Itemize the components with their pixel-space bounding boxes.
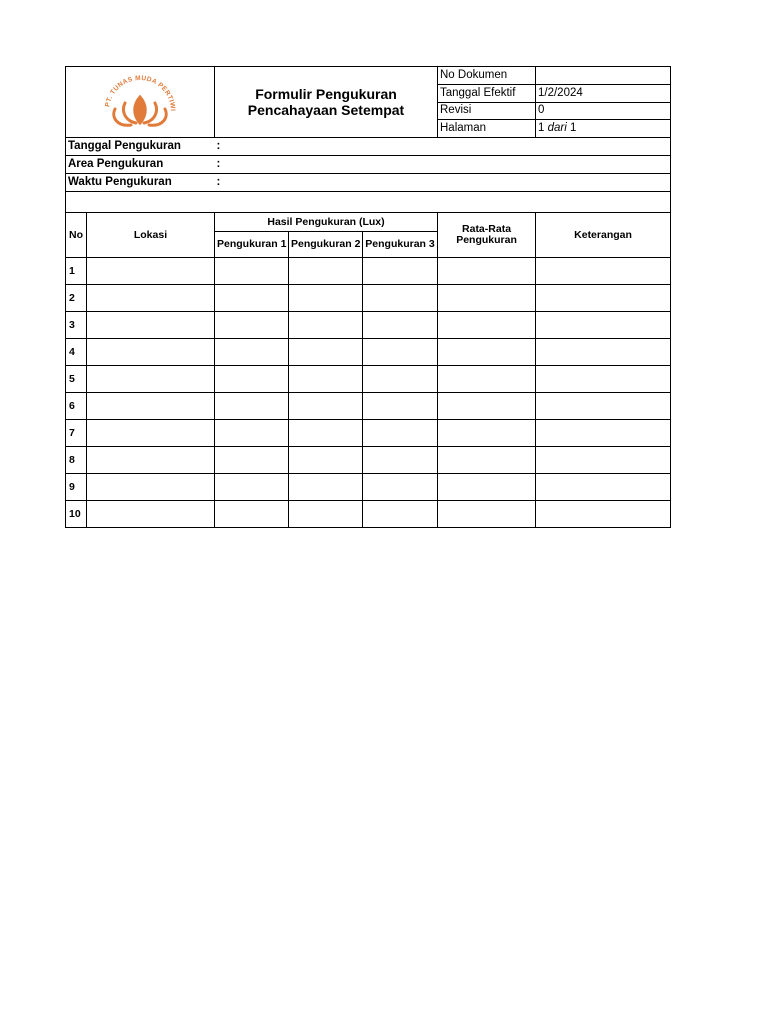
row-number: 3 <box>66 312 87 339</box>
pengukuran-2-cell[interactable] <box>289 285 363 312</box>
meta-label-halaman: Halaman <box>438 120 536 138</box>
info-label-waktu: Waktu Pengukuran <box>66 174 215 192</box>
rata-rata-cell[interactable] <box>438 447 536 474</box>
row-number: 1 <box>66 258 87 285</box>
pengukuran-3-cell[interactable] <box>363 447 438 474</box>
keterangan-cell[interactable] <box>536 393 671 420</box>
pengukuran-2-cell[interactable] <box>289 393 363 420</box>
table-row <box>66 258 671 285</box>
pengukuran-1-cell[interactable] <box>215 339 289 366</box>
pengukuran-1-cell[interactable] <box>215 420 289 447</box>
pengukuran-1-cell[interactable] <box>215 312 289 339</box>
pengukuran-1-cell[interactable] <box>215 393 289 420</box>
col-header-rata <box>438 213 536 258</box>
form-title-line1: Formulir Pengukuran <box>255 86 397 102</box>
pengukuran-3-cell[interactable] <box>363 339 438 366</box>
halaman-current: 1 <box>538 122 545 135</box>
table-row <box>66 393 671 420</box>
meta-label-revisi: Revisi <box>438 102 536 120</box>
logo-company-text: PT. TUNAS MUDA PERTIWI <box>104 74 177 112</box>
keterangan-cell[interactable] <box>536 447 671 474</box>
row-number: 9 <box>66 474 87 501</box>
pengukuran-3-cell[interactable] <box>363 285 438 312</box>
pengukuran-2-cell[interactable] <box>289 339 363 366</box>
table-row <box>66 312 671 339</box>
info-label-tanggal: Tanggal Pengukuran <box>66 138 215 156</box>
meta-value-halaman[interactable] <box>536 120 671 138</box>
pengukuran-2-cell[interactable] <box>289 366 363 393</box>
lokasi-cell[interactable] <box>87 285 215 312</box>
header-table <box>65 66 671 138</box>
table-row <box>66 366 671 393</box>
lokasi-cell[interactable] <box>87 312 215 339</box>
rata-rata-cell[interactable] <box>438 285 536 312</box>
meta-value-tanggal-efektif[interactable]: 1/2/2024 <box>536 84 671 102</box>
row-number: 8 <box>66 447 87 474</box>
rata-rata-cell[interactable] <box>438 474 536 501</box>
pengukuran-1-cell[interactable] <box>215 501 289 528</box>
meta-label-no-dokumen: No Dokumen <box>438 67 536 85</box>
halaman-separator: dari <box>547 122 567 135</box>
pengukuran-1-cell[interactable] <box>215 474 289 501</box>
measurement-rows <box>66 258 671 528</box>
pengukuran-3-cell[interactable] <box>363 474 438 501</box>
row-number: 4 <box>66 339 87 366</box>
info-table <box>65 137 671 213</box>
row-number: 5 <box>66 366 87 393</box>
info-field-waktu[interactable] <box>215 174 671 192</box>
lokasi-cell[interactable] <box>87 474 215 501</box>
col-header-keterangan: Keterangan <box>536 213 671 258</box>
info-colon: : <box>216 158 221 170</box>
table-row <box>66 285 671 312</box>
keterangan-cell[interactable] <box>536 474 671 501</box>
info-label-area: Area Pengukuran <box>66 156 215 174</box>
lokasi-cell[interactable] <box>87 447 215 474</box>
col-header-pengukuran-1: Pengukuran 1 <box>215 232 289 258</box>
keterangan-cell[interactable] <box>536 312 671 339</box>
spacer-row <box>66 192 671 213</box>
table-row <box>66 501 671 528</box>
rata-rata-cell[interactable] <box>438 366 536 393</box>
pengukuran-1-cell[interactable] <box>215 447 289 474</box>
pengukuran-3-cell[interactable] <box>363 393 438 420</box>
form-title <box>215 67 438 138</box>
col-header-hasil: Hasil Pengukuran (Lux) <box>215 213 438 232</box>
keterangan-cell[interactable] <box>536 258 671 285</box>
row-number: 2 <box>66 285 87 312</box>
table-row <box>66 474 671 501</box>
pengukuran-3-cell[interactable] <box>363 420 438 447</box>
pengukuran-3-cell[interactable] <box>363 258 438 285</box>
lokasi-cell[interactable] <box>87 393 215 420</box>
table-row <box>66 420 671 447</box>
row-number: 7 <box>66 420 87 447</box>
info-colon: : <box>216 140 221 152</box>
lokasi-cell[interactable] <box>87 366 215 393</box>
company-logo-icon <box>95 67 185 133</box>
rata-rata-cell[interactable] <box>438 420 536 447</box>
lokasi-cell[interactable] <box>87 501 215 528</box>
keterangan-cell[interactable] <box>536 285 671 312</box>
rata-rata-cell[interactable] <box>438 501 536 528</box>
pengukuran-2-cell[interactable] <box>289 501 363 528</box>
form-title-line2: Pencahayaan Setempat <box>247 102 405 118</box>
pengukuran-2-cell[interactable] <box>289 258 363 285</box>
meta-value-revisi[interactable]: 0 <box>536 102 671 120</box>
table-row <box>66 339 671 366</box>
pengukuran-2-cell[interactable] <box>289 447 363 474</box>
pengukuran-1-cell[interactable] <box>215 258 289 285</box>
pengukuran-2-cell[interactable] <box>289 312 363 339</box>
pengukuran-2-cell[interactable] <box>289 474 363 501</box>
row-number: 10 <box>66 501 87 528</box>
col-header-rata-line2: Pengukuran <box>456 234 517 246</box>
keterangan-cell[interactable] <box>536 339 671 366</box>
col-header-pengukuran-3: Pengukuran 3 <box>363 232 438 258</box>
rata-rata-cell[interactable] <box>438 312 536 339</box>
meta-value-no-dokumen[interactable] <box>536 67 671 85</box>
rata-rata-cell[interactable] <box>438 339 536 366</box>
info-field-tanggal[interactable] <box>215 138 671 156</box>
keterangan-cell[interactable] <box>536 501 671 528</box>
keterangan-cell[interactable] <box>536 420 671 447</box>
lokasi-cell[interactable] <box>87 420 215 447</box>
form-sheet <box>65 66 670 528</box>
pengukuran-1-cell[interactable] <box>215 366 289 393</box>
rata-rata-cell[interactable] <box>438 393 536 420</box>
lokasi-cell[interactable] <box>87 339 215 366</box>
meta-label-tanggal-efektif: Tanggal Efektif <box>438 84 536 102</box>
pengukuran-3-cell[interactable] <box>363 312 438 339</box>
rata-rata-cell[interactable] <box>438 258 536 285</box>
col-header-no: No <box>66 213 87 258</box>
info-field-area[interactable] <box>215 156 671 174</box>
pengukuran-3-cell[interactable] <box>363 501 438 528</box>
col-header-pengukuran-2: Pengukuran 2 <box>289 232 363 258</box>
info-colon: : <box>216 176 221 188</box>
table-row <box>66 447 671 474</box>
row-number: 6 <box>66 393 87 420</box>
measurement-table <box>65 212 671 528</box>
col-header-rata-line1: Rata-Rata <box>462 223 512 235</box>
pengukuran-1-cell[interactable] <box>215 285 289 312</box>
pengukuran-3-cell[interactable] <box>363 366 438 393</box>
lokasi-cell[interactable] <box>87 258 215 285</box>
keterangan-cell[interactable] <box>536 366 671 393</box>
col-header-lokasi: Lokasi <box>87 213 215 258</box>
pengukuran-2-cell[interactable] <box>289 420 363 447</box>
logo-cell <box>66 67 215 138</box>
halaman-total: 1 <box>570 122 577 135</box>
